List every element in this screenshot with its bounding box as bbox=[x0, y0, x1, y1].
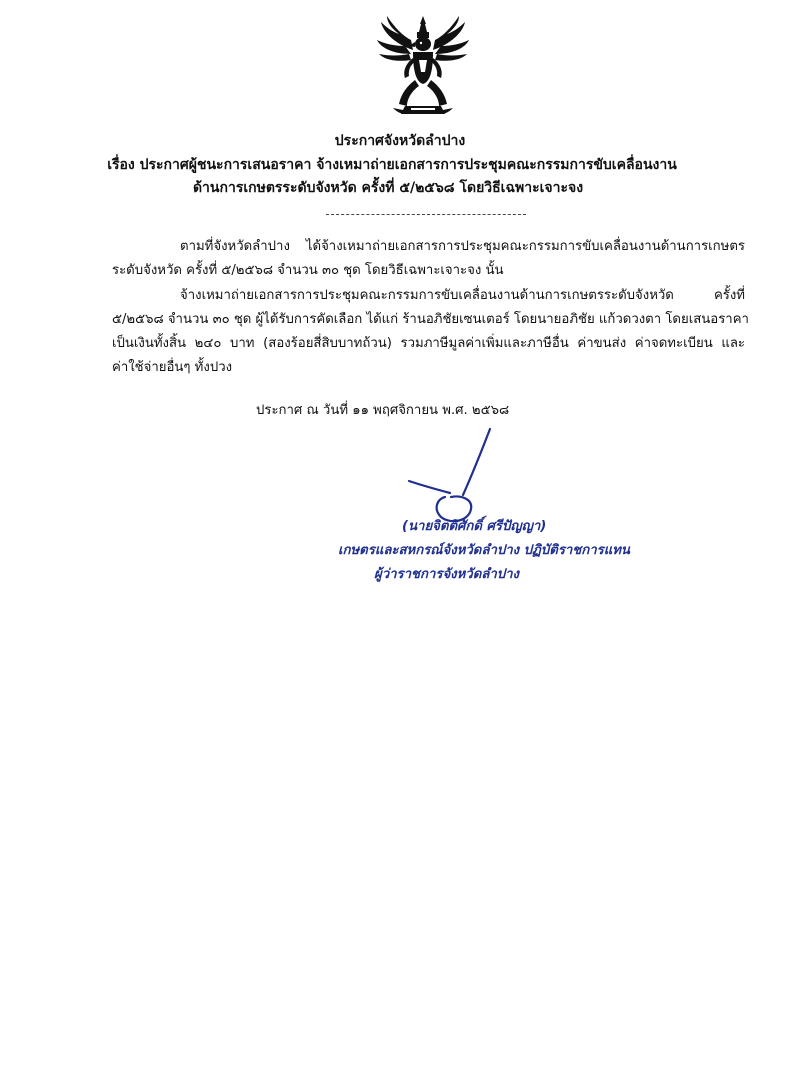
announcement-subject-line-2: ด้านการเกษตรระดับจังหวัด ครั้งที่ ๕/๒๕๖๘ โดยวิธีเฉพาะเจาะจง bbox=[192, 180, 584, 196]
announcement-date: ประกาศ ณ วันที่ ๑๑ พฤศจิกายน พ.ศ. ๒๕๖๘ bbox=[256, 403, 510, 418]
paragraph-1-line-1: ตามที่จังหวัดลำปาง ได้จ้างเหมาถ่ายเอกสารการประชุมคณะกรรมการขับเคลื่อนงานด้านการเกษตร bbox=[180, 239, 745, 254]
garuda-emblem-icon bbox=[375, 14, 471, 118]
signer-name: (นายจิตติศักดิ์ ศรีปัญญา) bbox=[402, 519, 547, 534]
announcement-org-title: ประกาศจังหวัดลำปาง bbox=[334, 133, 466, 149]
paragraph-2-line-1: จ้างเหมาถ่ายเอกสารการประชุมคณะกรรมการขับเคลื่อนงานด้านการเกษตรระดับจังหวัด ครั้งที่ bbox=[180, 288, 745, 303]
signer-position-line-1: เกษตรและสหกรณ์จังหวัดลำปาง ปฏิบัติราชการแทน bbox=[338, 543, 630, 558]
paragraph-2-line-4: ค่าใช้จ่ายอื่นๆ ทั้งปวง bbox=[112, 360, 233, 375]
signer-position-line-2: ผู้ว่าราชการจังหวัดลำปาง bbox=[374, 567, 519, 582]
paragraph-2-line-2: ๕/๒๕๖๘ จำนวน ๓๐ ชุด ผู้ได้รับการคัดเลือก ได้แก่ ร้านอภิชัยเซนเตอร์ โดยนายอภิชัย แก้วดวงตา โดยเสนอราคา bbox=[112, 312, 749, 327]
paragraph-2-line-3: เป็นเงินทั้งสิ้น ๒๔๐ บาท (สองร้อยสี่สิบบาทถ้วน) รวมภาษีมูลค่าเพิ่มและภาษีอื่น ค่าขนส่ง ค่าจดทะเบียน และ bbox=[112, 336, 745, 351]
paragraph-1-line-2: ระดับจังหวัด ครั้งที่ ๕/๒๕๖๘ จำนวน ๓๐ ชุด โดยวิธีเฉพาะเจาะจง นั้น bbox=[112, 263, 504, 278]
header-divider bbox=[326, 214, 526, 215]
announcement-subject-line-1: เรื่อง ประกาศผู้ชนะการเสนอราคา จ้างเหมาถ่ายเอกสารการประชุมคณะกรรมการขับเคลื่อนงาน bbox=[107, 157, 677, 173]
